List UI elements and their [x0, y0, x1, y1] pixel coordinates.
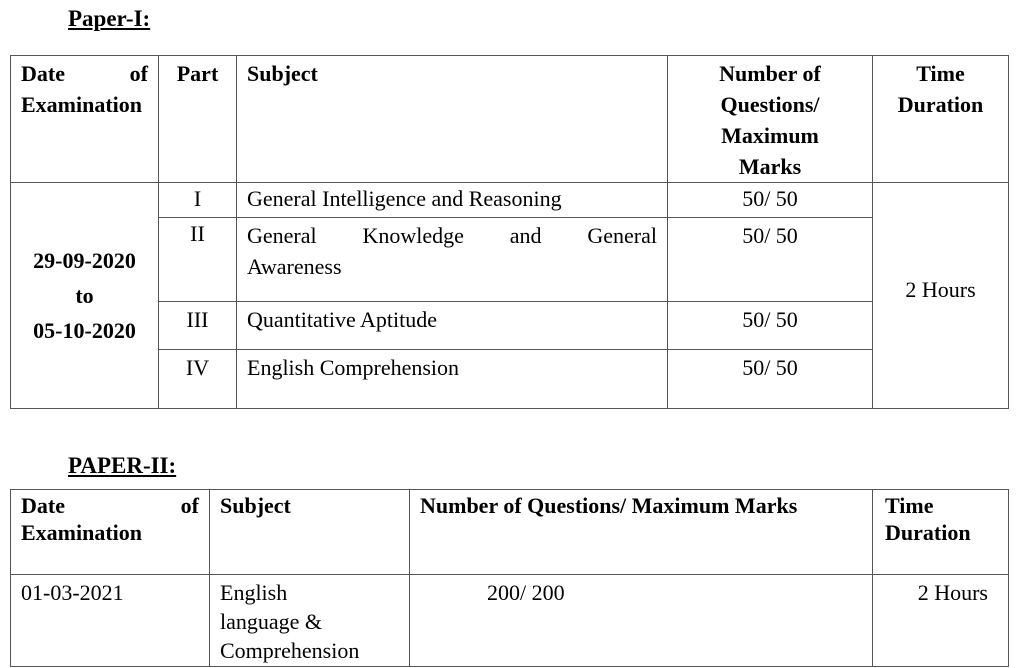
marks-cell: 50/ 50: [668, 183, 873, 218]
duration-cell: 2 Hours: [873, 575, 1009, 667]
duration-cell: 2 Hours: [873, 183, 1009, 409]
date-header-line1: Date of: [21, 61, 148, 86]
time-header: Time Duration: [873, 490, 1009, 575]
subject-header: Subject: [210, 490, 410, 575]
part-cell: IV: [159, 350, 237, 409]
paper2-header-row: [11, 490, 1009, 575]
subject-cell: General Intelligence and Reasoning: [237, 183, 668, 218]
date-header: [11, 490, 210, 575]
marks-cell: 50/ 50: [668, 218, 873, 302]
table-row: [11, 350, 1009, 409]
paper2-table: [10, 489, 1009, 667]
subject-cell: English Comprehension: [237, 350, 668, 409]
paper1-heading: Paper-I:: [68, 6, 151, 31]
subject-header: Subject: [237, 56, 668, 183]
date-header-line2: Examination: [21, 92, 143, 117]
subject-cell: Quantitative Aptitude: [237, 302, 668, 350]
part-header: Part: [159, 56, 237, 183]
time-header: Time Duration: [873, 56, 1009, 183]
questions-header: Number of Questions/ Maximum Marks: [668, 56, 873, 183]
table-row: [11, 302, 1009, 350]
date-header: [11, 56, 159, 183]
table-row: [11, 575, 1009, 667]
date-header-line2: Examination: [21, 520, 143, 545]
part-cell: II: [159, 218, 237, 302]
marks-cell: 50/ 50: [668, 302, 873, 350]
exam-date-cell: 01-03-2021: [11, 575, 210, 667]
marks-cell: 50/ 50: [668, 350, 873, 409]
date-header-line1: Date of: [21, 493, 199, 518]
marks-cell: 200/ 200: [410, 575, 873, 667]
part-cell: III: [159, 302, 237, 350]
exam-date-range: 29-09-2020 to 05-10-2020: [11, 183, 159, 409]
paper1-table: [10, 55, 1009, 409]
subject-cell: General Knowledge and General Awareness: [237, 218, 668, 302]
paper2-heading: PAPER-II:: [68, 453, 177, 478]
part-cell: I: [159, 183, 237, 218]
subject-cell: English language & Comprehension: [210, 575, 410, 667]
paper1-header-row: [11, 56, 1009, 183]
table-row: [11, 218, 1009, 302]
table-row: [11, 183, 1009, 218]
questions-header: Number of Questions/ Maximum Marks: [410, 490, 873, 575]
